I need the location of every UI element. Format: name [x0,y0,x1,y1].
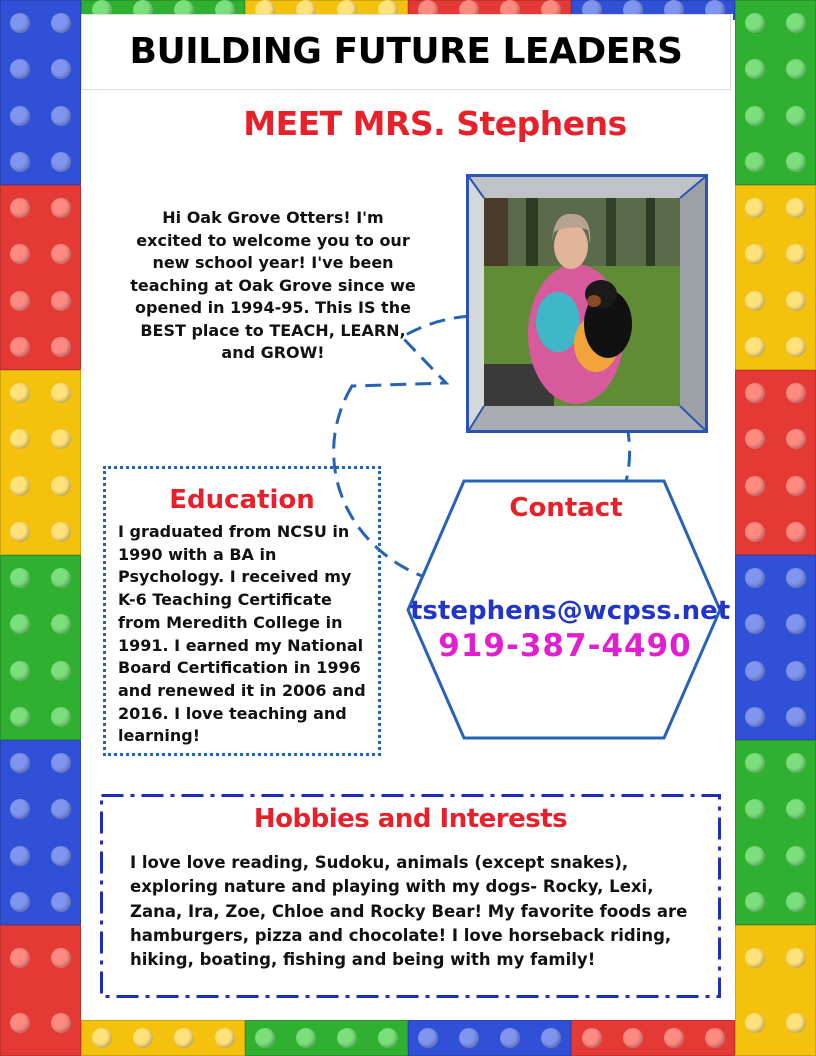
education-body: I graduated from NCSU in 1990 with a BA in Psychology. I received my K-6 Teaching Certificate from Meredith College in 1991. I earned my National Board Certification in 1996 and renewed it in 2006 and 2016. I love teaching and learning! [118,522,366,746]
contact-title: Contact [509,493,623,523]
page-title: BUILDING FUTURE LEADERS [129,31,683,72]
hobbies-body: I love love reading, Sudoku, animals (except snakes), exploring nature and playing with my dogs- Rocky, Lexi, Zana, Ira, Zoe, Chloe and Rocky Bear! My favorite foods are hamburgers, pizza and chocolate! I love horseback riding, hiking, boating, fishing and being with my family! [130,853,688,970]
hobbies-title: Hobbies and Interests [253,804,568,834]
contact-email-link[interactable]: tstephens@wcpss.net [410,596,731,626]
speech-bubble-text: Hi Oak Grove Otters! I'm excited to welcome you to our new school year! I've been teaching at Oak Grove since we opened in 1994-95. This IS the BEST place to TEACH, LEARN, and GROW! [130,208,416,362]
contact-phone-number[interactable]: 919-387-4490 [438,628,692,664]
education-title: Education [169,485,315,515]
page-subtitle: MEET MRS. Stephens [243,104,627,143]
